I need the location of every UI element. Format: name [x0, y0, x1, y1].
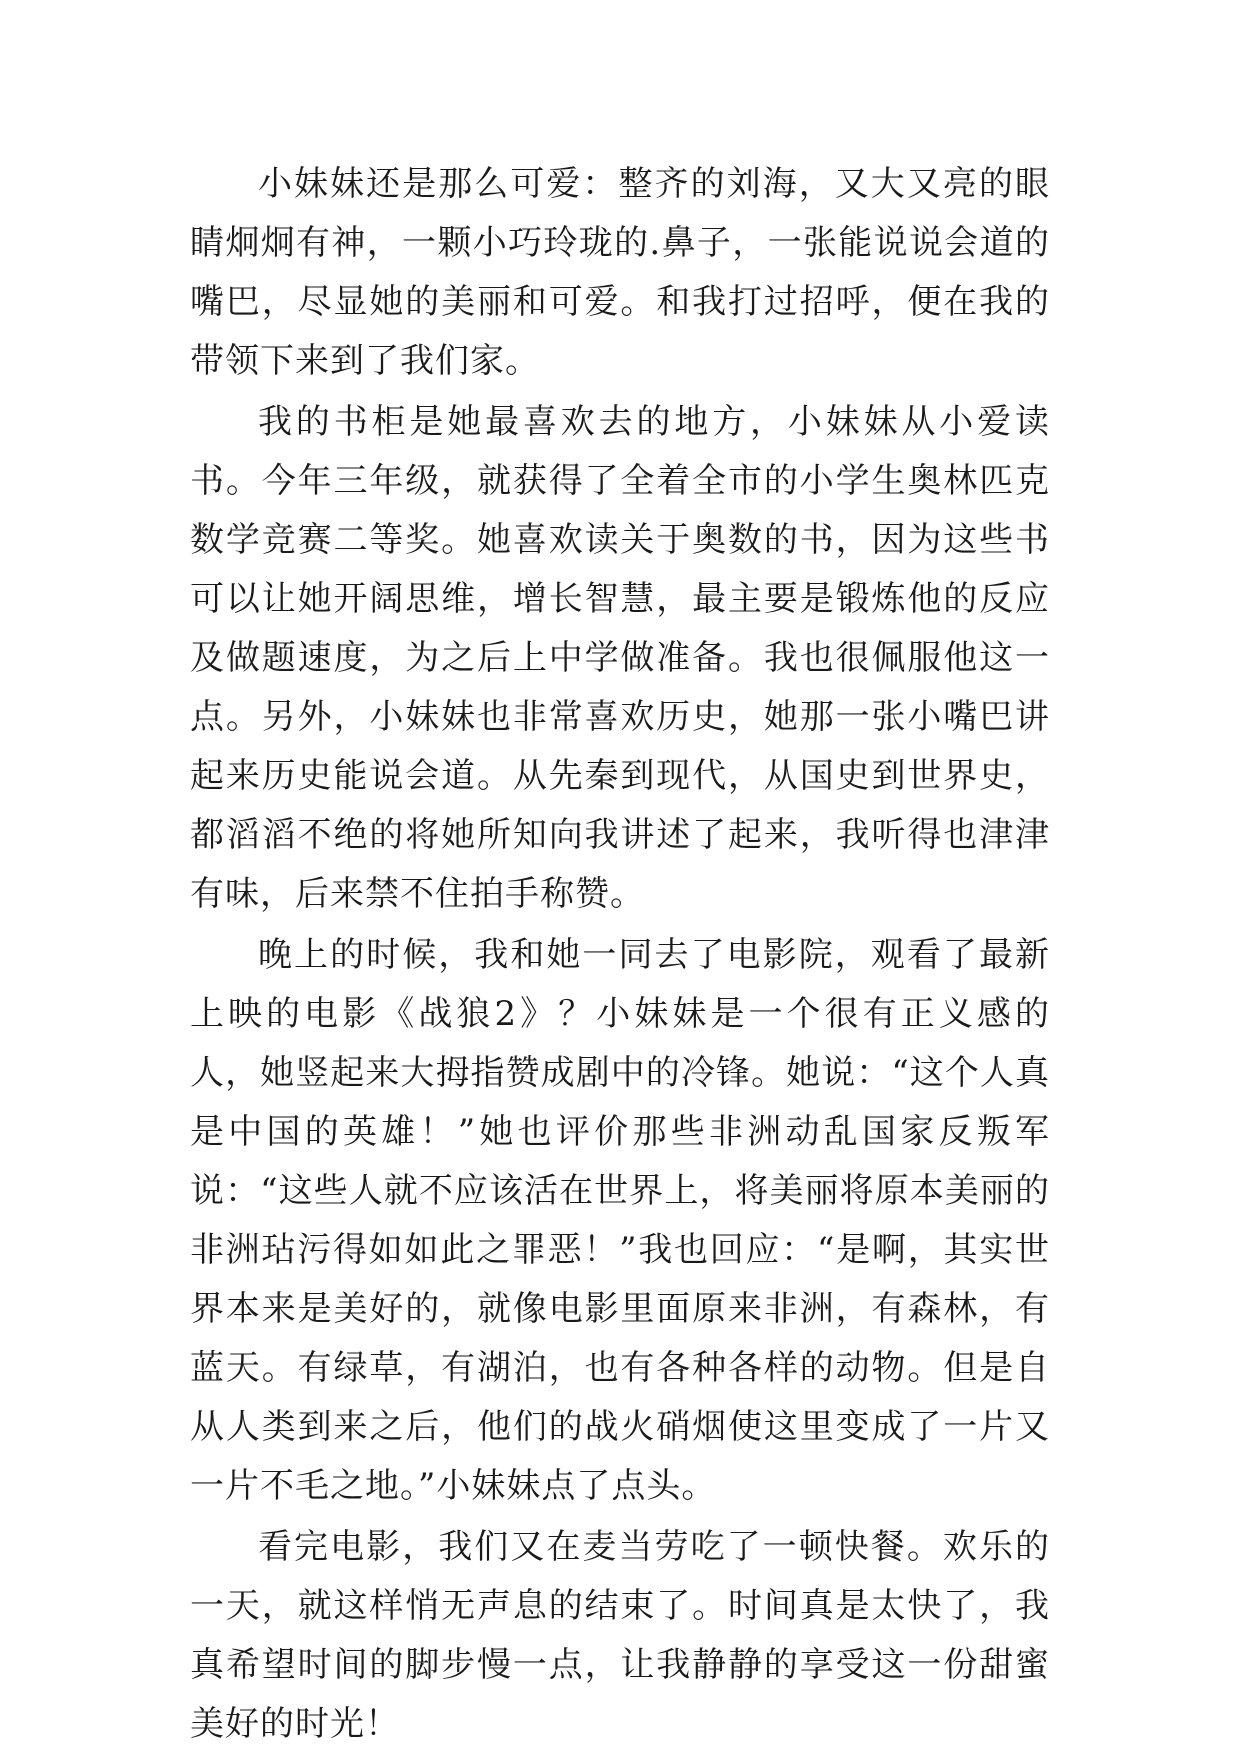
paragraph-2: 我的书柜是她最喜欢去的地方，小妹妹从小爱读书。今年三年级，就获得了全着全市的小学生奥林匹克数学竞赛二等奖。她喜欢读关于奥数的书，因为这些书可以让她开阔思维，增长智慧，最主要是锻炼他的反应及做题速度，为之后上中学做准备。我也很佩服他这一点。另外，小妹妹也非常喜欢历史，她那一张小嘴巴讲起来历史能说会道。从先秦到现代，从国史到世界史，都滔滔不绝的将她所知向我讲述了起来，我听得也津津有味，后来禁不住拍手称赞。 [190, 402, 1050, 914]
document-body [190, 155, 1050, 1756]
paragraph-1: 小妹妹还是那么可爱：整齐的刘海，又大又亮的眼睛炯炯有神，一颗小巧玲珑的.鼻子，一张能说说会道的嘴巴，尽显她的美丽和可爱。和我打过招呼，便在我的带领下来到了我们家。 [190, 164, 1050, 381]
paragraph-4: 看完电影，我们又在麦当劳吃了一顿快餐。欢乐的一天，就这样悄无声息的结束了。时间真是太快了，我真希望时间的脚步慢一点，让我静静的享受这一份甜蜜美好的时光！ [190, 1527, 1050, 1744]
paragraph-3: 晚上的时候，我和她一同去了电影院，观看了最新上映的电影《战狼2》？小妹妹是一个很有正义感的人，她竖起来大拇指赞成剧中的冷锋。她说：“这个人真是中国的英雄！”她也评价那些非洲动乱国家反叛军说：“这些人就不应该活在世界上，将美丽将原本美丽的非洲玷污得如如此之罪恶！”我也回应：“是啊，其实世界本来是美好的，就像电影里面原来非洲，有森林，有蓝天。有绿草，有湖泊，也有各种各样的动物。但是自从人类到来之后，他们的战火硝烟使这里变成了一片又一片不毛之地。”小妹妹点了点头。 [190, 935, 1050, 1506]
